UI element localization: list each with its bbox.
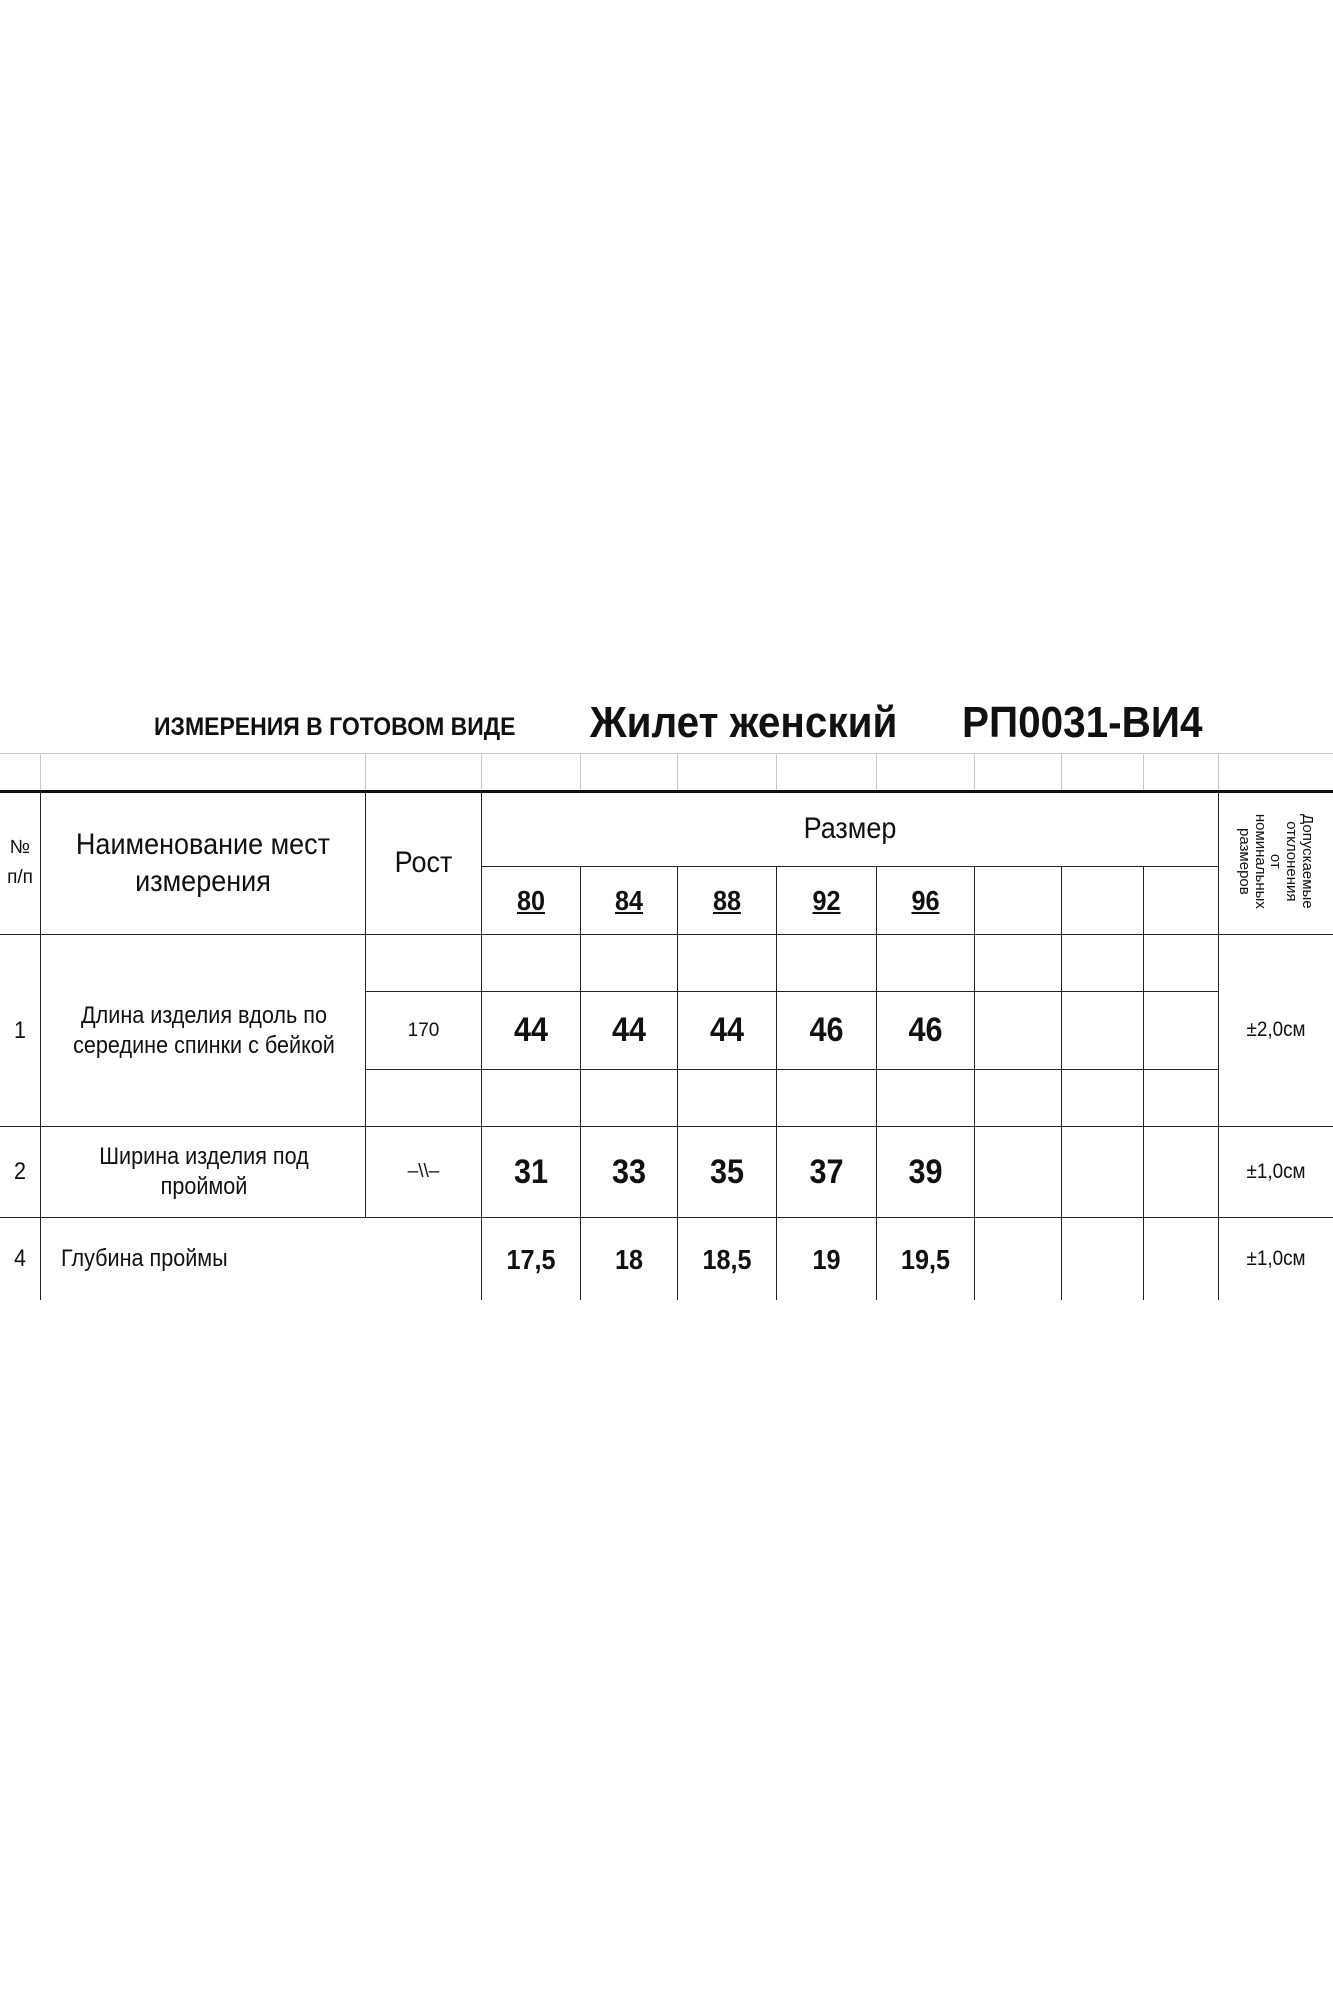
col-header-height: Рост xyxy=(394,846,453,880)
row-name: Длина изделия вдоль по середине спинки с бейкой xyxy=(73,1001,335,1059)
row-value: 18,5 xyxy=(702,1243,752,1275)
row-value: 33 xyxy=(611,1152,647,1191)
product-code: РП0031-ВИ4 xyxy=(962,698,1203,747)
row-value: 46 xyxy=(809,1011,844,1050)
row-value: 44 xyxy=(709,1011,745,1050)
row-number: 1 xyxy=(13,1016,27,1044)
row-height: –\\– xyxy=(407,1161,440,1183)
size-label: 88 xyxy=(712,885,742,916)
row-value: 44 xyxy=(513,1011,549,1050)
size-label: 80 xyxy=(516,885,546,916)
row-number: 2 xyxy=(13,1158,27,1185)
row-value: 35 xyxy=(709,1152,745,1191)
row-tolerance: ±1,0см xyxy=(1246,1246,1306,1270)
row-tolerance: ±2,0см xyxy=(1246,1018,1306,1042)
size-label: 96 xyxy=(911,885,940,916)
row-value: 44 xyxy=(611,1011,647,1050)
row-height xyxy=(366,1218,481,1300)
product-title: Жилет женский xyxy=(590,698,898,747)
col-header-name: Наименование мест измерения xyxy=(75,827,331,898)
col-header-size: Размер xyxy=(803,812,897,846)
row-value: 18 xyxy=(614,1243,644,1275)
row-name: Ширина изделия под проймой xyxy=(99,1143,309,1200)
row-value: 31 xyxy=(513,1152,549,1191)
size-label: 84 xyxy=(614,885,644,916)
row-height: 170 xyxy=(407,1019,440,1041)
col-header-number: № п/п xyxy=(7,836,33,888)
size-label: 92 xyxy=(812,885,841,916)
row-name: Глубина проймы xyxy=(61,1245,228,1272)
row-value: 19 xyxy=(812,1243,841,1275)
row-tolerance: ±1,0см xyxy=(1246,1159,1306,1183)
row-value: 39 xyxy=(908,1152,943,1191)
row-number: 4 xyxy=(13,1245,27,1272)
sheet-subtitle: ИЗМЕРЕНИЯ В ГОТОВОМ ВИДЕ xyxy=(154,713,516,741)
row-value: 46 xyxy=(908,1011,943,1050)
row-value: 37 xyxy=(809,1152,844,1191)
row-value: 19,5 xyxy=(900,1243,951,1275)
row-value: 17,5 xyxy=(506,1243,556,1275)
col-header-tolerance: Допускаемые отклонения от номинальных размеров xyxy=(1235,813,1316,910)
